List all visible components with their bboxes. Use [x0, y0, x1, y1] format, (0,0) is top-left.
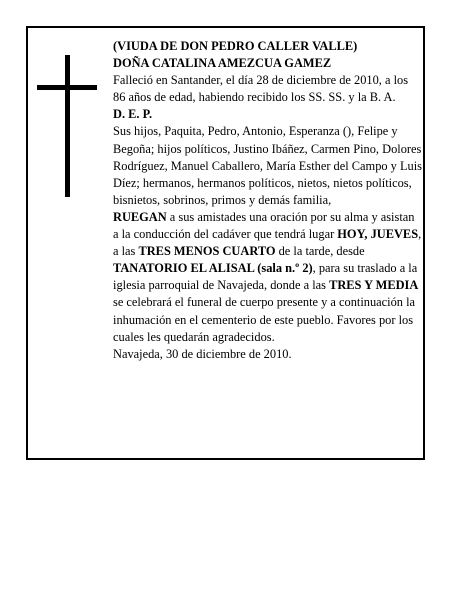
deceased-name: DOÑA CATALINA AMEZCUA GAMEZ — [113, 56, 332, 71]
death-info: Falleció en Santander, el día 28 de diciembre de 2010, a los 86 años de edad, habiendo recibido los SS. SS. y la B. A. — [113, 73, 409, 105]
funeral-time: TRES Y MEDIA — [329, 278, 419, 293]
request-paragraph — [113, 209, 423, 346]
request-text-3: de la tarde, desde — [275, 244, 365, 259]
request-text-4: , para su traslado a la iglesia parroquial de Navajeda, donde a las — [113, 261, 418, 293]
dep-line: D. E. P. — [113, 107, 153, 122]
widow-line: (VIUDA DE DON PEDRO CALLER VALLE) — [113, 39, 358, 53]
request-text-1: a sus amistades una oración por su alma y asistan a la conducción del cadáver que tendrá lugar — [113, 209, 415, 242]
closing-line: Navajeda, 30 de diciembre de 2010. — [113, 346, 292, 361]
cross-icon-vertical-bar — [65, 55, 70, 197]
request-text-5: se celebrará el funeral de cuerpo presente y a continuación la inhumación en el cementerio de este pueblo. Favores por los cuales les quedarán agradecidos. — [113, 295, 416, 344]
day-label: HOY, JUEVES — [337, 227, 419, 242]
ruegan-label: RUEGAN — [113, 209, 167, 224]
cross-icon-horizontal-bar — [37, 85, 97, 90]
obituary-text — [113, 38, 423, 363]
family-list: Sus hijos, Paquita, Pedro, Antonio, Esperanza (), Felipe y Begoña; hijos políticos, Justino Ibáñez, Carmen Pino, Dolores Rodríguez, Manuel Caballero, María Esther del Campo y Luis Díez; hermanos, hermanos políticos, nietos, nietos políticos, bisnietos, sobrinos, primos y demás familia, — [113, 124, 422, 207]
funeral-home: TANATORIO EL ALISAL (sala n.º 2) — [113, 261, 313, 276]
departure-time: TRES MENOS CUARTO — [138, 244, 276, 259]
request-text-2: , a las — [113, 227, 422, 259]
